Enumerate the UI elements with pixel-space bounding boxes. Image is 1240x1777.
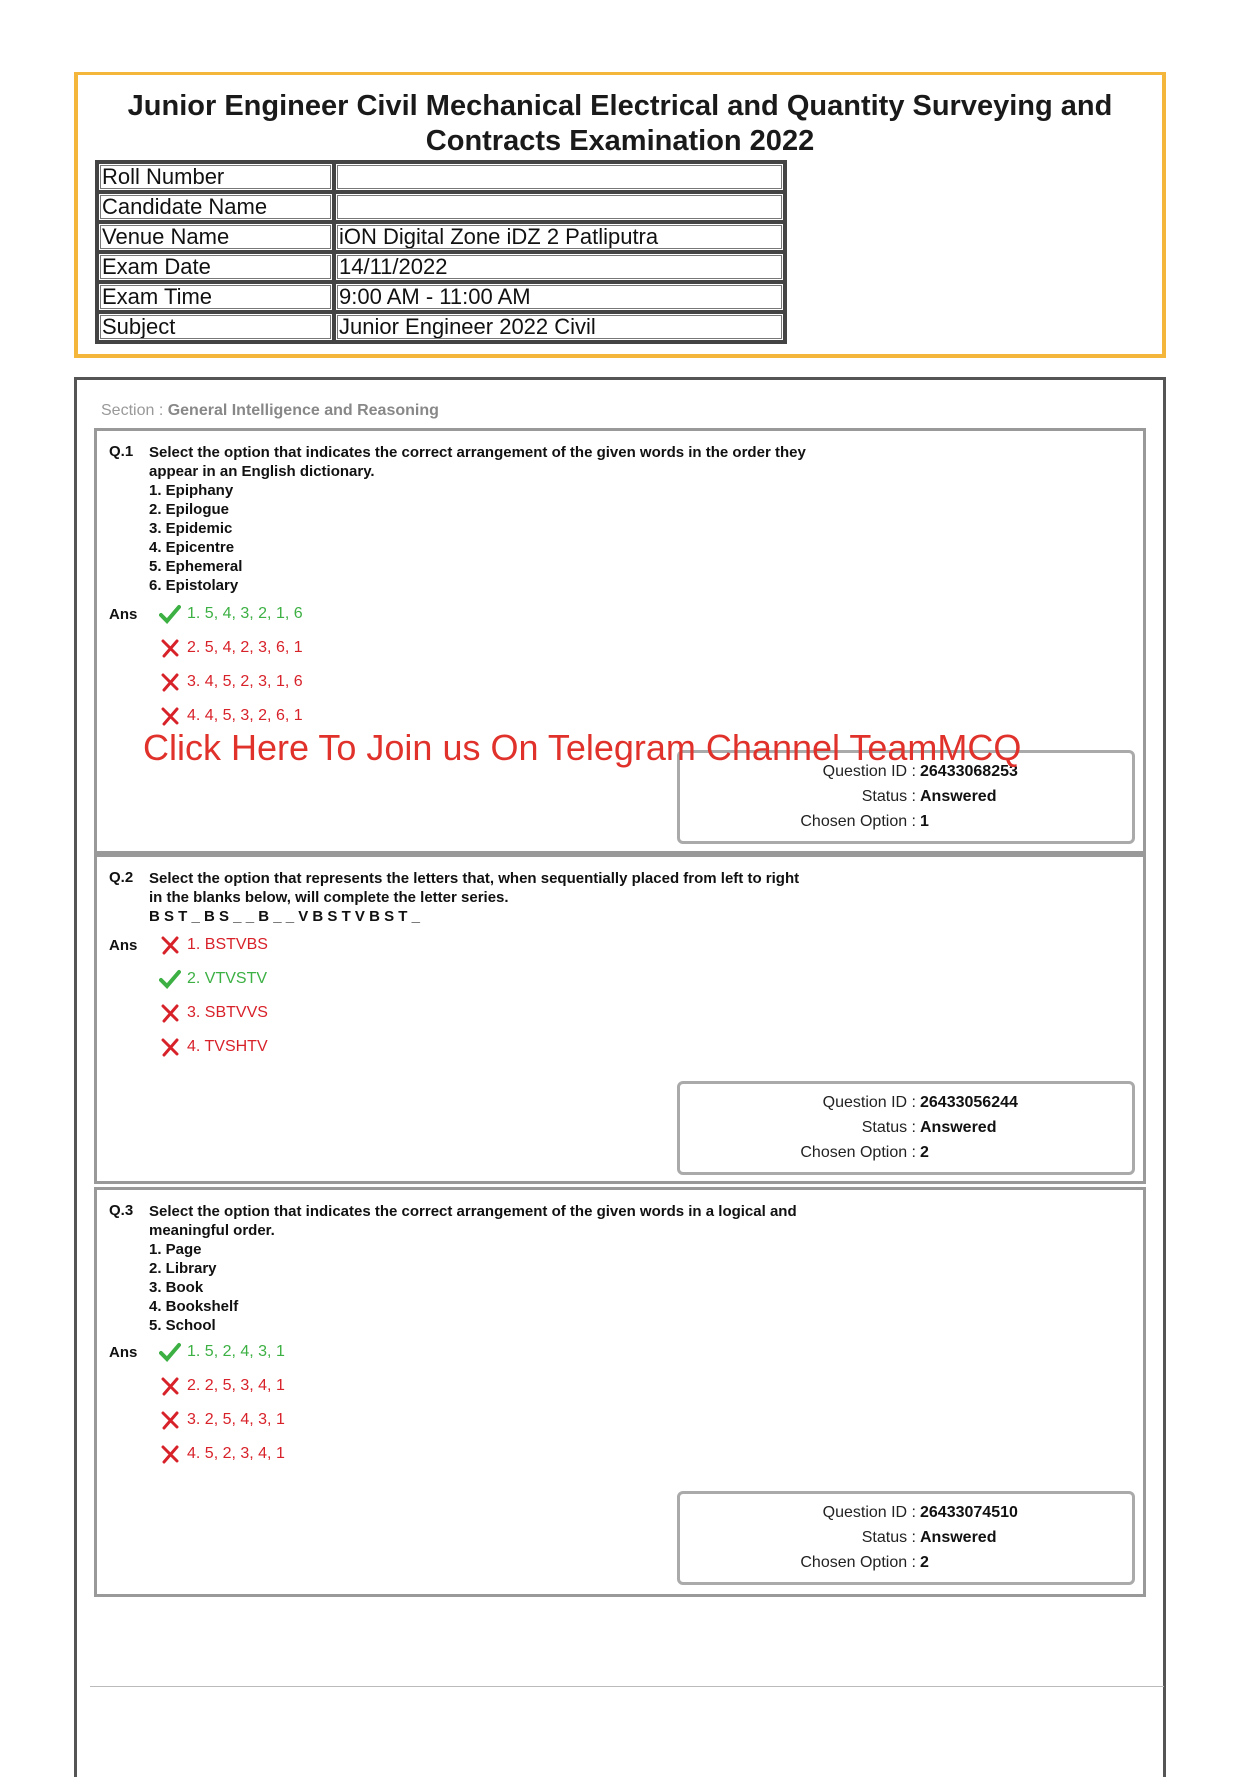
chosen-option-label: Chosen Option :: [800, 813, 916, 830]
option-4: [159, 1037, 268, 1057]
chosen-option-label: Chosen Option :: [800, 1144, 916, 1161]
ans-label: Ans: [109, 937, 138, 954]
option-3: [159, 1003, 268, 1023]
option-4: [159, 706, 303, 726]
option-3: [159, 672, 303, 692]
option-text: 1. 5, 2, 4, 3, 1: [187, 1343, 285, 1360]
question-line: Select the option that indicates the correct arrangement of the given words in a logical and: [149, 1203, 797, 1220]
cross-icon: [159, 672, 181, 692]
status-label: Status :: [861, 1119, 916, 1136]
option-1: [159, 1342, 285, 1362]
info-row: [97, 312, 785, 342]
question-line: 1. Epiphany: [149, 482, 234, 499]
option-text: 2. 2, 5, 3, 4, 1: [187, 1377, 285, 1394]
info-label: Exam Date: [97, 252, 334, 282]
status-label: Status :: [861, 1529, 916, 1546]
question-id-label: Question ID :: [822, 763, 916, 780]
ans-label: Ans: [109, 1344, 138, 1361]
question-line: 2. Epilogue: [149, 501, 230, 518]
question-line: 1. Page: [149, 1241, 202, 1258]
cross-icon: [159, 935, 181, 955]
option-2: [159, 969, 267, 989]
info-label: Venue Name: [97, 222, 334, 252]
cross-icon: [159, 706, 181, 726]
question-line: 3. Epidemic: [149, 520, 233, 537]
question-status-box: [677, 1491, 1135, 1585]
status-value: Answered: [920, 1119, 997, 1136]
question-status-box: [677, 1081, 1135, 1175]
question-number: Q.3: [109, 1202, 134, 1219]
section-name: General Intelligence and Reasoning: [167, 402, 439, 419]
cross-icon: [159, 1037, 181, 1057]
option-text: 4. 5, 2, 3, 4, 1: [187, 1445, 285, 1462]
option-text: 2. VTVSTV: [187, 970, 268, 987]
option-text: 4. 4, 5, 3, 2, 6, 1: [187, 707, 303, 724]
question-id-value: 26433056244: [920, 1094, 1018, 1111]
exam-title: Junior Engineer Civil Mechanical Electrical and Quantity Surveying and Contracts Examination 2022: [127, 90, 1113, 157]
cross-icon: [159, 1003, 181, 1023]
question-text: [149, 1202, 849, 1335]
question-line: 5. Ephemeral: [149, 558, 243, 575]
option-text: 3. 2, 5, 4, 3, 1: [187, 1411, 285, 1428]
chosen-option-label: Chosen Option :: [800, 1554, 916, 1571]
question-id-value: 26433068253: [920, 763, 1018, 780]
cross-icon: [159, 1444, 181, 1464]
info-row: [97, 252, 785, 282]
question-line: in the blanks below, will complete the letter series.: [149, 889, 509, 906]
exam-header-card: [74, 72, 1166, 358]
section-label: [101, 402, 439, 420]
chosen-option-value: 1: [920, 813, 929, 830]
info-row: [97, 192, 785, 222]
chosen-option-value: 2: [920, 1144, 929, 1161]
cross-icon: [159, 1410, 181, 1430]
cross-icon: [159, 638, 181, 658]
candidate-info-table: [95, 160, 787, 344]
check-icon: [159, 604, 181, 624]
info-label: Candidate Name: [97, 192, 334, 222]
info-value: [334, 162, 785, 192]
info-row: [97, 282, 785, 312]
question-line: Select the option that indicates the correct arrangement of the given words in the order they: [149, 444, 806, 461]
info-label: Roll Number: [97, 162, 334, 192]
footer-divider: [90, 1686, 1164, 1687]
check-icon: [159, 1342, 181, 1362]
info-row: [97, 162, 785, 192]
info-value: Junior Engineer 2022 Civil: [334, 312, 785, 342]
option-text: 4. TVSHTV: [187, 1038, 268, 1055]
telegram-join-link[interactable]: Click Here To Join us On Telegram Channel TeamMCQ: [143, 727, 1022, 768]
option-1: [159, 604, 303, 624]
question-id-value: 26433074510: [920, 1504, 1018, 1521]
question-line: 4. Bookshelf: [149, 1298, 239, 1315]
question-id-label: Question ID :: [822, 1504, 916, 1521]
question-line: 5. School: [149, 1317, 216, 1334]
section-panel: [74, 377, 1166, 1777]
question-text: [149, 869, 849, 926]
question-line: B S T _ B S _ _ B _ _ V B S T V B S T _: [149, 908, 420, 925]
info-label: Subject: [97, 312, 334, 342]
status-value: Answered: [920, 1529, 997, 1546]
cross-icon: [159, 1376, 181, 1396]
status-label: Status :: [861, 788, 916, 805]
status-value: Answered: [920, 788, 997, 805]
chosen-option-value: 2: [920, 1554, 929, 1571]
check-icon: [159, 969, 181, 989]
question-number: Q.1: [109, 443, 134, 460]
info-label: Exam Time: [97, 282, 334, 312]
option-text: 3. 4, 5, 2, 3, 1, 6: [187, 673, 303, 690]
option-2: [159, 638, 303, 658]
option-text: 2. 5, 4, 2, 3, 6, 1: [187, 639, 303, 656]
question-id-label: Question ID :: [822, 1094, 916, 1111]
question-card-1: [94, 428, 1146, 854]
info-value: iON Digital Zone iDZ 2 Patliputra: [334, 222, 785, 252]
question-card-3: [94, 1187, 1146, 1597]
option-text: 3. SBTVVS: [187, 1004, 268, 1021]
option-text: 1. 5, 4, 3, 2, 1, 6: [187, 605, 303, 622]
question-line: 6. Epistolary: [149, 577, 239, 594]
info-value: 9:00 AM - 11:00 AM: [334, 282, 785, 312]
option-2: [159, 1376, 285, 1396]
question-number: Q.2: [109, 869, 134, 886]
option-text: 1. BSTVBS: [187, 936, 268, 953]
option-1: [159, 935, 268, 955]
ans-label: Ans: [109, 606, 138, 623]
question-line: appear in an English dictionary.: [149, 463, 375, 480]
info-value: 14/11/2022: [334, 252, 785, 282]
question-line: 3. Book: [149, 1279, 204, 1296]
section-prefix: Section :: [101, 402, 168, 419]
question-text: [149, 443, 849, 595]
question-line: Select the option that represents the letters that, when sequentially placed from left to right: [149, 870, 800, 887]
info-row: [97, 222, 785, 252]
question-line: 4. Epicentre: [149, 539, 235, 556]
question-line: 2. Library: [149, 1260, 217, 1277]
option-3: [159, 1410, 285, 1430]
question-line: meaningful order.: [149, 1222, 275, 1239]
question-card-2: [94, 854, 1146, 1184]
option-4: [159, 1444, 285, 1464]
info-value: [334, 192, 785, 222]
